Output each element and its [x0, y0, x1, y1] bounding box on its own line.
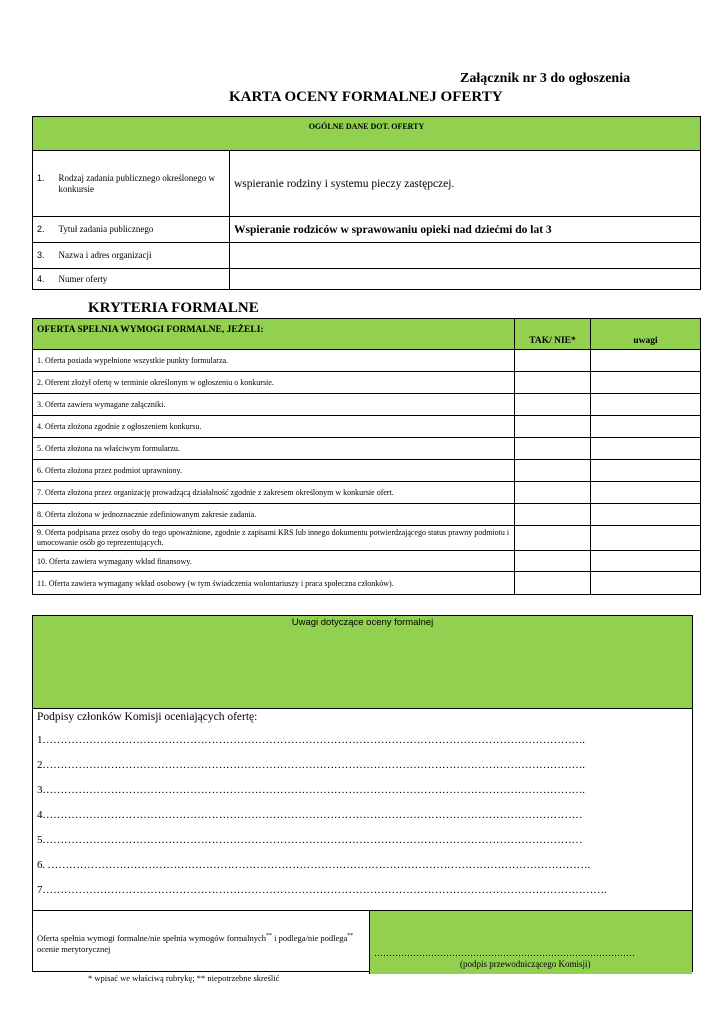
notes-cell[interactable] — [591, 394, 701, 416]
criteria-item: 10. Oferta zawiera wymagany wkład finansowy. — [33, 551, 515, 572]
chairman-signature-line: …………………………………………………………………………… — [374, 948, 635, 958]
signature-line[interactable]: 3……………………………………………………………………………………………………………………………………. — [37, 784, 585, 796]
general-header: OGÓLNE DANE DOT. OFERTY — [33, 117, 701, 151]
yesno-cell[interactable] — [515, 438, 591, 460]
yesno-cell[interactable] — [515, 394, 591, 416]
criteria-header-yesno: TAK/ NIE* — [515, 319, 591, 350]
remarks-block — [32, 615, 693, 972]
footnote: * wpisać we właściwą rubrykę; ** niepotrzebne skreślić — [88, 973, 280, 983]
general-data-table — [32, 116, 701, 290]
final-decision-row — [33, 910, 692, 974]
criteria-item: 7. Oferta złożona przez organizację prowadzącą działalność zgodnie z zakresem określonym w konkursie ofert. — [33, 482, 515, 504]
criteria-item: 5. Oferta złożona na właściwym formularzu. — [33, 438, 515, 460]
criteria-item: 2. Oferent złożył ofertę w terminie określonym w ogłoszeniu o konkursie. — [33, 372, 515, 394]
general-row-value[interactable]: wspieranie rodziny i systemu pieczy zastępczej. — [230, 151, 701, 217]
signature-line[interactable]: 5…………………………………………………………………………………………………………………………………… — [37, 834, 583, 846]
criteria-item: 1. Oferta posiada wypełnione wszystkie punkty formularza. — [33, 350, 515, 372]
notes-cell[interactable] — [591, 350, 701, 372]
general-row-value[interactable] — [230, 243, 701, 269]
notes-cell[interactable] — [591, 551, 701, 572]
signatures-label: Podpisy członków Komisji oceniających ofertę: — [37, 711, 258, 723]
chairman-signature-caption: (podpis przewodniczącego Komisji) — [460, 959, 591, 969]
chairman-signature-area[interactable] — [370, 911, 692, 974]
criteria-table — [32, 318, 701, 595]
criteria-item: 11. Oferta zawiera wymagany wkład osobowy (w tym świadczenia wolontariuszy i praca społeczna członków). — [33, 572, 515, 595]
notes-cell[interactable] — [591, 460, 701, 482]
general-row-value[interactable]: Wspieranie rodziców w sprawowaniu opieki nad dziećmi do lat 3 — [230, 217, 701, 243]
final-text-c: ocenie merytorycznej — [37, 943, 111, 954]
notes-cell[interactable] — [591, 372, 701, 394]
notes-cell[interactable] — [591, 416, 701, 438]
criteria-item: 8. Oferta złożona w jednoznacznie zdefiniowanym zakresie zadania. — [33, 504, 515, 526]
criteria-item: 3. Oferta zawiera wymagane załączniki. — [33, 394, 515, 416]
signature-line[interactable]: 1……………………………………………………………………………………………………………………………………. — [37, 734, 585, 746]
footnote-mark: ** — [347, 933, 354, 939]
general-row-value[interactable] — [230, 269, 701, 290]
final-decision-text — [33, 911, 370, 974]
signature-line[interactable]: 4…………………………………………………………………………………………………………………………………… — [37, 809, 583, 821]
criteria-header-notes: uwagi — [591, 319, 701, 350]
annex-label: Załącznik nr 3 do ogłoszenia — [460, 71, 631, 86]
final-text-a: Oferta spełnia wymogi formalne/nie spełnia wymogów formalnych — [37, 932, 266, 943]
yesno-cell[interactable] — [515, 350, 591, 372]
row-number: 4. — [37, 273, 45, 284]
remarks-area[interactable] — [33, 630, 692, 709]
yesno-cell[interactable] — [515, 551, 591, 572]
signature-line[interactable]: 6. ……………………………………………………………………………………………………………………………………. — [37, 859, 590, 871]
notes-cell[interactable] — [591, 572, 701, 595]
yesno-cell[interactable] — [515, 572, 591, 595]
notes-cell[interactable] — [591, 438, 701, 460]
general-row-label — [33, 269, 230, 290]
yesno-cell[interactable] — [515, 416, 591, 438]
general-row-label — [33, 243, 230, 269]
criteria-item: 4. Oferta złożona zgodnie z ogłoszeniem konkursu. — [33, 416, 515, 438]
row-label: Tytuł zadania publicznego — [58, 224, 154, 234]
criteria-item: 9. Oferta podpisana przez osoby do tego upoważnione, zgodnie z zapisami KRS lub innego dokumentu potwierdzającego status prawny podmiotu i umocowanie osób go reprezentujących. — [33, 526, 515, 551]
general-row-label — [33, 217, 230, 243]
page-title: KARTA OCENY FORMALNEJ OFERTY — [229, 89, 503, 105]
notes-cell[interactable] — [591, 482, 701, 504]
row-label: Nazwa i adres organizacji — [58, 250, 152, 260]
yesno-cell[interactable] — [515, 526, 591, 551]
remarks-header: Uwagi dotyczące oceny formalnej — [33, 616, 692, 631]
criteria-section-title: KRYTERIA FORMALNE — [88, 300, 259, 316]
yesno-cell[interactable] — [515, 504, 591, 526]
criteria-item: 6. Oferta złożona przez podmiot uprawniony. — [33, 460, 515, 482]
final-text-b: i podlega/nie podlega — [271, 932, 348, 943]
general-row-label — [33, 151, 230, 217]
notes-cell[interactable] — [591, 504, 701, 526]
yesno-cell[interactable] — [515, 460, 591, 482]
criteria-header-main: OFERTA SPEŁNIA WYMOGI FORMALNE, JEŻELI: — [33, 319, 515, 350]
yesno-cell[interactable] — [515, 482, 591, 504]
row-label: Numer oferty — [58, 273, 108, 284]
row-number: 1. — [37, 172, 45, 183]
yesno-cell[interactable] — [515, 372, 591, 394]
footnote-mark: ** — [265, 933, 272, 939]
notes-cell[interactable] — [591, 526, 701, 551]
row-number: 2. — [37, 224, 45, 234]
row-number: 3. — [37, 250, 45, 260]
row-label: Rodzaj zadania publicznego określonego w konkursie — [58, 172, 215, 194]
signature-line[interactable]: 7…………………………………………………………………………………………………………………………………………. — [37, 884, 607, 896]
signature-line[interactable]: 2……………………………………………………………………………………………………………………………………. — [37, 759, 585, 771]
